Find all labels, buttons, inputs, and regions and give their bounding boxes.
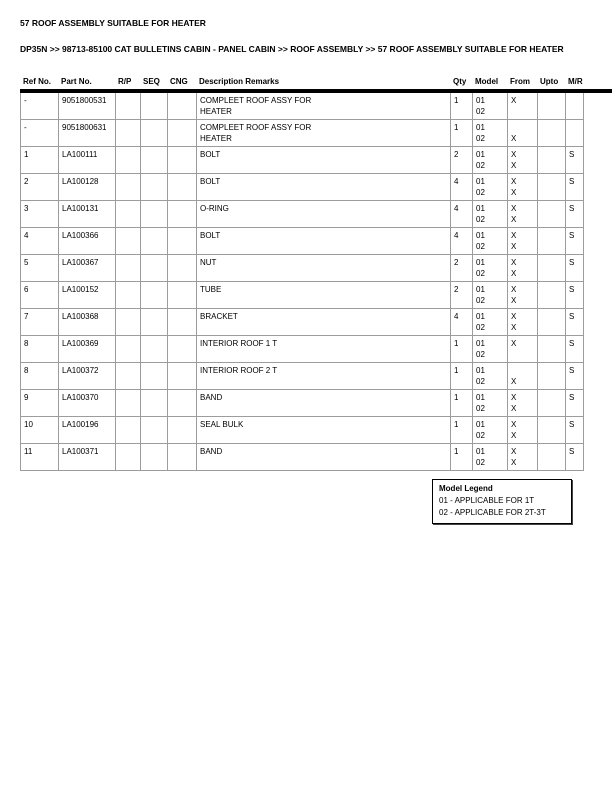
- cell-ref: 8: [21, 363, 59, 390]
- cell-model: 01 02: [473, 390, 508, 417]
- cell-mr: S: [566, 201, 584, 228]
- table-row: [21, 255, 584, 282]
- breadcrumb: DP35N >> 98713-85100 CAT BULLETINS CABIN - PANEL CABIN >> ROOF ASSEMBLY >> 57 ROOF ASSEMBLY SUITABLE FOR HEATER: [20, 44, 564, 54]
- cell-upto: [538, 174, 566, 201]
- column-header-8: From: [510, 77, 530, 86]
- cell-from: X X: [508, 309, 538, 336]
- cell-rp: [116, 444, 141, 471]
- cell-part: LA100131: [59, 201, 116, 228]
- cell-rp: [116, 282, 141, 309]
- cell-desc: SEAL BULK: [197, 417, 451, 444]
- cell-mr: S: [566, 309, 584, 336]
- cell-seq: [141, 120, 168, 147]
- cell-ref: -: [21, 120, 59, 147]
- cell-model: 01 02: [473, 93, 508, 120]
- cell-part: LA100368: [59, 309, 116, 336]
- cell-mr: S: [566, 228, 584, 255]
- cell-rp: [116, 228, 141, 255]
- cell-model: 01 02: [473, 228, 508, 255]
- cell-ref: -: [21, 93, 59, 120]
- cell-upto: [538, 417, 566, 444]
- legend-item: 01 - APPLICABLE FOR 1T: [439, 496, 535, 505]
- cell-model: 01 02: [473, 336, 508, 363]
- cell-seq: [141, 417, 168, 444]
- cell-ref: 3: [21, 201, 59, 228]
- table-row: [21, 147, 584, 174]
- cell-rp: [116, 147, 141, 174]
- cell-upto: [538, 282, 566, 309]
- cell-qty: 1: [451, 363, 473, 390]
- cell-ref: 1: [21, 147, 59, 174]
- cell-qty: 4: [451, 228, 473, 255]
- cell-part: LA100152: [59, 282, 116, 309]
- table-row: [21, 282, 584, 309]
- cell-part: LA100366: [59, 228, 116, 255]
- cell-model: 01 02: [473, 201, 508, 228]
- cell-ref: 2: [21, 174, 59, 201]
- cell-from: X: [508, 120, 538, 147]
- cell-ref: 8: [21, 336, 59, 363]
- cell-seq: [141, 174, 168, 201]
- cell-from: X X: [508, 228, 538, 255]
- table-row: [21, 120, 584, 147]
- cell-mr: S: [566, 390, 584, 417]
- cell-mr: S: [566, 336, 584, 363]
- cell-part: LA100128: [59, 174, 116, 201]
- cell-model: 01 02: [473, 255, 508, 282]
- cell-desc: O-RING: [197, 201, 451, 228]
- cell-rp: [116, 93, 141, 120]
- cell-upto: [538, 390, 566, 417]
- cell-model: 01 02: [473, 282, 508, 309]
- cell-rp: [116, 255, 141, 282]
- cell-desc: COMPLEET ROOF ASSY FOR HEATER: [197, 120, 451, 147]
- cell-cng: [168, 336, 197, 363]
- column-header-10: M/R: [568, 77, 583, 86]
- cell-cng: [168, 417, 197, 444]
- cell-model: 01 02: [473, 147, 508, 174]
- cell-from: X X: [508, 390, 538, 417]
- cell-mr: S: [566, 282, 584, 309]
- cell-model: 01 02: [473, 309, 508, 336]
- cell-qty: 1: [451, 120, 473, 147]
- cell-cng: [168, 174, 197, 201]
- cell-cng: [168, 363, 197, 390]
- header-row: [20, 77, 583, 89]
- cell-from: X: [508, 363, 538, 390]
- cell-part: LA100370: [59, 390, 116, 417]
- table-row: [21, 390, 584, 417]
- cell-from: X X: [508, 255, 538, 282]
- cell-desc: COMPLEET ROOF ASSY FOR HEATER: [197, 93, 451, 120]
- column-header-6: Qty: [453, 77, 467, 86]
- cell-seq: [141, 282, 168, 309]
- column-header-2: R/P: [118, 77, 132, 86]
- cell-seq: [141, 93, 168, 120]
- cell-desc: INTERIOR ROOF 2 T: [197, 363, 451, 390]
- table-row: [21, 174, 584, 201]
- cell-ref: 7: [21, 309, 59, 336]
- cell-mr: S: [566, 255, 584, 282]
- cell-cng: [168, 228, 197, 255]
- cell-desc: BOLT: [197, 147, 451, 174]
- cell-qty: 2: [451, 282, 473, 309]
- column-header-5: Description Remarks: [199, 77, 280, 86]
- cell-part: LA100369: [59, 336, 116, 363]
- cell-rp: [116, 336, 141, 363]
- cell-ref: 9: [21, 390, 59, 417]
- cell-desc: BAND: [197, 444, 451, 471]
- cell-ref: 4: [21, 228, 59, 255]
- cell-from: X X: [508, 201, 538, 228]
- cell-qty: 4: [451, 309, 473, 336]
- cell-rp: [116, 363, 141, 390]
- cell-seq: [141, 363, 168, 390]
- cell-cng: [168, 120, 197, 147]
- cell-desc: BOLT: [197, 228, 451, 255]
- cell-rp: [116, 201, 141, 228]
- table-row: [21, 309, 584, 336]
- cell-mr: [566, 120, 584, 147]
- cell-from: X X: [508, 147, 538, 174]
- cell-cng: [168, 93, 197, 120]
- cell-upto: [538, 147, 566, 174]
- table-row: [21, 363, 584, 390]
- legend-item: 02 - APPLICABLE FOR 2T-3T: [439, 508, 546, 517]
- cell-model: 01 02: [473, 120, 508, 147]
- table-row: [21, 444, 584, 471]
- cell-part: 9051800531: [59, 93, 116, 120]
- cell-cng: [168, 309, 197, 336]
- cell-mr: S: [566, 417, 584, 444]
- cell-qty: 1: [451, 93, 473, 120]
- cell-from: X X: [508, 282, 538, 309]
- cell-from: X X: [508, 174, 538, 201]
- cell-cng: [168, 255, 197, 282]
- cell-desc: TUBE: [197, 282, 451, 309]
- cell-upto: [538, 201, 566, 228]
- cell-mr: [566, 93, 584, 120]
- cell-desc: BAND: [197, 390, 451, 417]
- cell-from: X X: [508, 417, 538, 444]
- model-legend-box: [432, 479, 572, 524]
- cell-seq: [141, 255, 168, 282]
- cell-ref: 11: [21, 444, 59, 471]
- cell-cng: [168, 282, 197, 309]
- parts-table: [20, 93, 584, 471]
- legend-items: [439, 495, 565, 519]
- cell-rp: [116, 120, 141, 147]
- cell-upto: [538, 120, 566, 147]
- cell-seq: [141, 444, 168, 471]
- cell-mr: S: [566, 174, 584, 201]
- cell-upto: [538, 444, 566, 471]
- cell-seq: [141, 201, 168, 228]
- table-row: [21, 336, 584, 363]
- table-row: [21, 201, 584, 228]
- cell-rp: [116, 174, 141, 201]
- legend-title: Model Legend: [439, 484, 493, 493]
- cell-qty: 1: [451, 390, 473, 417]
- cell-cng: [168, 147, 197, 174]
- cell-rp: [116, 390, 141, 417]
- parts-table-body: [21, 93, 584, 471]
- cell-desc: INTERIOR ROOF 1 T: [197, 336, 451, 363]
- cell-from: X: [508, 336, 538, 363]
- cell-ref: 5: [21, 255, 59, 282]
- cell-seq: [141, 309, 168, 336]
- parts-table-header: [20, 77, 583, 89]
- cell-rp: [116, 309, 141, 336]
- cell-part: LA100367: [59, 255, 116, 282]
- cell-upto: [538, 228, 566, 255]
- cell-cng: [168, 390, 197, 417]
- column-header-0: Ref No.: [23, 77, 51, 86]
- cell-ref: 6: [21, 282, 59, 309]
- cell-desc: NUT: [197, 255, 451, 282]
- cell-model: 01 02: [473, 174, 508, 201]
- table-row: [21, 417, 584, 444]
- column-header-3: SEQ: [143, 77, 160, 86]
- cell-upto: [538, 255, 566, 282]
- cell-upto: [538, 336, 566, 363]
- page-title: 57 ROOF ASSEMBLY SUITABLE FOR HEATER: [20, 18, 206, 28]
- cell-qty: 4: [451, 174, 473, 201]
- cell-ref: 10: [21, 417, 59, 444]
- cell-seq: [141, 147, 168, 174]
- cell-from: X X: [508, 444, 538, 471]
- cell-part: LA100196: [59, 417, 116, 444]
- cell-cng: [168, 444, 197, 471]
- cell-model: 01 02: [473, 444, 508, 471]
- cell-desc: BOLT: [197, 174, 451, 201]
- cell-upto: [538, 309, 566, 336]
- cell-desc: BRACKET: [197, 309, 451, 336]
- cell-qty: 2: [451, 255, 473, 282]
- cell-upto: [538, 363, 566, 390]
- cell-qty: 1: [451, 336, 473, 363]
- cell-part: 9051800631: [59, 120, 116, 147]
- cell-seq: [141, 390, 168, 417]
- cell-part: LA100371: [59, 444, 116, 471]
- column-header-9: Upto: [540, 77, 559, 86]
- column-header-4: CNG: [170, 77, 188, 86]
- cell-mr: S: [566, 363, 584, 390]
- cell-from: X: [508, 93, 538, 120]
- cell-part: LA100111: [59, 147, 116, 174]
- cell-upto: [538, 93, 566, 120]
- cell-cng: [168, 201, 197, 228]
- cell-mr: S: [566, 147, 584, 174]
- cell-part: LA100372: [59, 363, 116, 390]
- cell-seq: [141, 336, 168, 363]
- cell-qty: 2: [451, 147, 473, 174]
- column-header-1: Part No.: [61, 77, 92, 86]
- cell-model: 01 02: [473, 417, 508, 444]
- table-row: [21, 228, 584, 255]
- cell-qty: 1: [451, 444, 473, 471]
- column-header-7: Model: [475, 77, 499, 86]
- cell-seq: [141, 228, 168, 255]
- cell-mr: S: [566, 444, 584, 471]
- cell-qty: 4: [451, 201, 473, 228]
- cell-qty: 1: [451, 417, 473, 444]
- cell-rp: [116, 417, 141, 444]
- table-row: [21, 93, 584, 120]
- cell-model: 01 02: [473, 363, 508, 390]
